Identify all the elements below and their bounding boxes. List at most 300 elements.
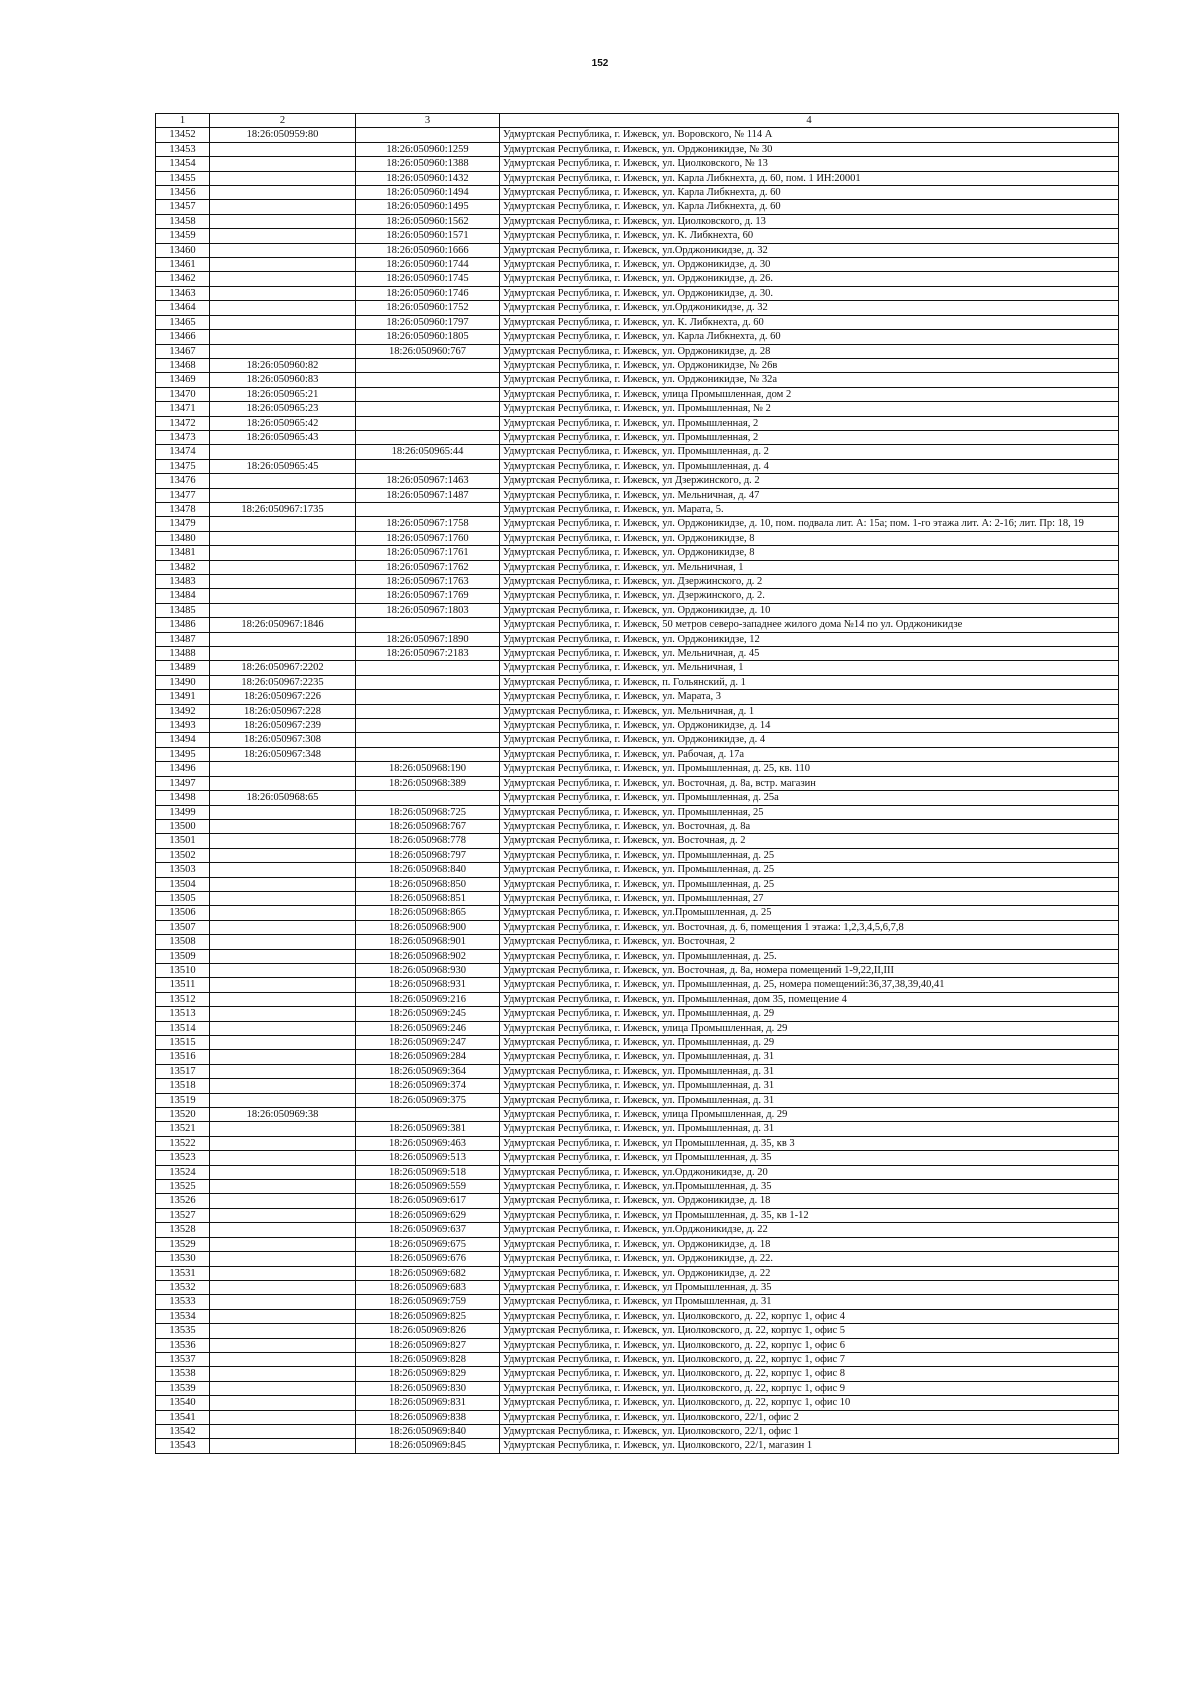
row-number-cell: 13515 [156,1036,210,1050]
table-row [156,1064,1119,1078]
address-cell: Удмуртская Республика, г. Ижевск, ул. Промышленная, 2 [500,416,1119,430]
address-cell: Удмуртская Республика, г. Ижевск, ул. Промышленная, д. 31 [500,1122,1119,1136]
table-row [156,1424,1119,1438]
cadastral-number-land-cell [210,1396,356,1410]
address-cell: Удмуртская Республика, г. Ижевск, ул. Карла Либкнехта, д. 60 [500,200,1119,214]
cadastral-number-object-cell: 18:26:050960:1666 [356,243,500,257]
address-cell: Удмуртская Республика, г. Ижевск, ул. Промышленная, д. 25 [500,863,1119,877]
address-cell: Удмуртская Республика, г. Ижевск, ул. Промышленная, 27 [500,891,1119,905]
row-number-cell: 13481 [156,546,210,560]
table-row [156,243,1119,257]
address-cell: Удмуртская Республика, г. Ижевск, ул. Орджоникидзе, № 30 [500,142,1119,156]
cadastral-number-object-cell [356,459,500,473]
row-number-cell: 13509 [156,949,210,963]
cadastral-number-land-cell [210,200,356,214]
table-row [156,416,1119,430]
cadastral-number-object-cell: 18:26:050960:1494 [356,186,500,200]
row-number-cell: 13542 [156,1424,210,1438]
table-row [156,1151,1119,1165]
address-cell: Удмуртская Республика, г. Ижевск, ул. Промышленная, д. 31 [500,1050,1119,1064]
cadastral-number-land-cell [210,776,356,790]
table-row [156,661,1119,675]
table-row [156,1208,1119,1222]
row-number-cell: 13526 [156,1194,210,1208]
cadastral-number-land-cell: 18:26:050965:43 [210,430,356,444]
row-number-cell: 13525 [156,1180,210,1194]
table-row [156,142,1119,156]
row-number-cell: 13467 [156,344,210,358]
row-number-cell: 13503 [156,863,210,877]
cadastral-number-object-cell: 18:26:050969:683 [356,1280,500,1294]
cadastral-number-land-cell [210,286,356,300]
row-number-cell: 13527 [156,1208,210,1222]
table-row [156,1410,1119,1424]
cadastral-number-object-cell: 18:26:050960:1562 [356,214,500,228]
row-number-cell: 13470 [156,387,210,401]
address-cell: Удмуртская Республика, г. Ижевск, ул. Орджоникидзе, д. 30 [500,258,1119,272]
row-number-cell: 13460 [156,243,210,257]
cadastral-number-land-cell [210,1338,356,1352]
address-cell: Удмуртская Республика, г. Ижевск, ул. Орджоникидзе, 12 [500,632,1119,646]
cadastral-number-object-cell: 18:26:050968:190 [356,762,500,776]
row-number-cell: 13524 [156,1165,210,1179]
address-cell: Удмуртская Республика, г. Ижевск, ул. Циолковского, д. 13 [500,214,1119,228]
cadastral-number-land-cell [210,1410,356,1424]
address-cell: Удмуртская Республика, г. Ижевск, ул. Циолковского, д. 22, корпус 1, офис 7 [500,1352,1119,1366]
cadastral-number-land-cell [210,978,356,992]
row-number-cell: 13522 [156,1136,210,1150]
cadastral-number-object-cell: 18:26:050969:826 [356,1324,500,1338]
cadastral-number-land-cell [210,1180,356,1194]
row-number-cell: 13536 [156,1338,210,1352]
cadastral-number-land-cell [210,1237,356,1251]
cadastral-number-land-cell: 18:26:050960:82 [210,358,356,372]
row-number-cell: 13480 [156,531,210,545]
table-row [156,430,1119,444]
address-cell: Удмуртская Республика, г. Ижевск, ул.Промышленная, д. 25 [500,906,1119,920]
cadastral-number-land-cell: 18:26:050965:45 [210,459,356,473]
cadastral-number-object-cell [356,402,500,416]
cadastral-number-object-cell: 18:26:050960:1259 [356,142,500,156]
address-cell: Удмуртская Республика, г. Ижевск, улица Промышленная, дом 2 [500,387,1119,401]
cadastral-number-object-cell: 18:26:050960:1388 [356,157,500,171]
address-cell: Удмуртская Республика, г. Ижевск, ул.Орджоникидзе, д. 32 [500,301,1119,315]
cadastral-number-object-cell: 18:26:050968:902 [356,949,500,963]
cadastral-number-object-cell: 18:26:050965:44 [356,445,500,459]
address-cell: Удмуртская Республика, г. Ижевск, ул.Промышленная, д. 35 [500,1180,1119,1194]
table-row [156,603,1119,617]
cadastral-number-land-cell [210,1036,356,1050]
cadastral-number-object-cell: 18:26:050968:851 [356,891,500,905]
row-number-cell: 13508 [156,935,210,949]
cadastral-number-land-cell: 18:26:050967:1735 [210,502,356,516]
row-number-cell: 13488 [156,647,210,661]
cadastral-number-land-cell [210,546,356,560]
cadastral-number-object-cell [356,747,500,761]
table-row [156,358,1119,372]
address-cell: Удмуртская Республика, г. Ижевск, ул.Орджоникидзе, д. 22 [500,1223,1119,1237]
cadastral-number-land-cell [210,474,356,488]
cadastral-number-object-cell: 18:26:050968:865 [356,906,500,920]
cadastral-number-land-cell [210,243,356,257]
cadastral-number-land-cell [210,935,356,949]
cadastral-number-land-cell [210,517,356,531]
row-number-cell: 13484 [156,589,210,603]
address-cell: Удмуртская Республика, г. Ижевск, ул. Промышленная, д. 25, номера помещений:36,37,38,39,40,41 [500,978,1119,992]
table-row [156,171,1119,185]
cadastral-number-object-cell: 18:26:050969:284 [356,1050,500,1064]
table-row [156,214,1119,228]
row-number-cell: 13471 [156,402,210,416]
cadastral-number-land-cell [210,1252,356,1266]
row-number-cell: 13464 [156,301,210,315]
row-number-cell: 13502 [156,848,210,862]
table-row [156,286,1119,300]
table-row [156,157,1119,171]
address-cell: Удмуртская Республика, г. Ижевск, ул Промышленная, д. 35, кв 1-12 [500,1208,1119,1222]
cadastral-number-object-cell: 18:26:050969:216 [356,992,500,1006]
row-number-cell: 13529 [156,1237,210,1251]
address-cell: Удмуртская Республика, г. Ижевск, ул. Восточная, д. 8а [500,819,1119,833]
address-cell: Удмуртская Республика, г. Ижевск, ул. Орджоникидзе, д. 18 [500,1237,1119,1251]
cadastral-number-land-cell [210,589,356,603]
table-row [156,1252,1119,1266]
cadastral-number-object-cell: 18:26:050967:1769 [356,589,500,603]
row-number-cell: 13486 [156,618,210,632]
row-number-cell: 13505 [156,891,210,905]
row-number-cell: 13477 [156,488,210,502]
row-number-cell: 13500 [156,819,210,833]
cadastral-number-land-cell [210,1064,356,1078]
address-cell: Удмуртская Республика, г. Ижевск, ул. Орджоникидзе, д. 14 [500,719,1119,733]
cadastral-number-land-cell [210,963,356,977]
address-cell: Удмуртская Республика, г. Ижевск, улица Промышленная, д. 29 [500,1108,1119,1122]
row-number-cell: 13534 [156,1309,210,1323]
cadastral-number-land-cell: 18:26:050965:23 [210,402,356,416]
row-number-cell: 13514 [156,1021,210,1035]
cadastral-number-object-cell: 18:26:050960:1746 [356,286,500,300]
row-number-cell: 13456 [156,186,210,200]
column-header-4: 4 [500,114,1119,128]
row-number-cell: 13510 [156,963,210,977]
cadastral-number-land-cell [210,1223,356,1237]
cadastral-number-land-cell [210,1050,356,1064]
cadastral-number-land-cell [210,1007,356,1021]
cadastral-number-object-cell [356,128,500,142]
cadastral-number-land-cell [210,1194,356,1208]
row-number-cell: 13498 [156,791,210,805]
address-cell: Удмуртская Республика, г. Ижевск, ул. Орджоникидзе, д. 22 [500,1266,1119,1280]
table-row [156,791,1119,805]
header-row [156,114,1119,128]
table-row [156,1136,1119,1150]
cadastral-number-object-cell: 18:26:050969:840 [356,1424,500,1438]
address-cell: Удмуртская Республика, г. Ижевск, ул. Промышленная, д. 31 [500,1064,1119,1078]
address-cell: Удмуртская Республика, г. Ижевск, ул. Циолковского, д. 22, корпус 1, офис 4 [500,1309,1119,1323]
row-number-cell: 13512 [156,992,210,1006]
cadastral-number-object-cell: 18:26:050960:1432 [356,171,500,185]
row-number-cell: 13475 [156,459,210,473]
address-cell: Удмуртская Республика, г. Ижевск, ул. Орджоникидзе, д. 10, пом. подвала лит. А: 15а; пом. 1-го этажа лит. А: 2-16; лит. Пр: 18, 19 [500,517,1119,531]
table-row [156,1352,1119,1366]
cadastral-number-object-cell [356,618,500,632]
cadastral-number-land-cell [210,258,356,272]
cadastral-number-land-cell [210,171,356,185]
table-row [156,906,1119,920]
address-cell: Удмуртская Республика, г. Ижевск, ул. Циолковского, д. 22, корпус 1, офис 8 [500,1367,1119,1381]
cadastral-number-object-cell: 18:26:050969:829 [356,1367,500,1381]
cadastral-number-land-cell [210,445,356,459]
address-cell: Удмуртская Республика, г. Ижевск, ул.Орджоникидзе, д. 20 [500,1165,1119,1179]
row-number-cell: 13531 [156,1266,210,1280]
row-number-cell: 13458 [156,214,210,228]
table-row [156,733,1119,747]
row-number-cell: 13521 [156,1122,210,1136]
address-cell: Удмуртская Республика, г. Ижевск, ул. Восточная, д. 2 [500,834,1119,848]
table-row [156,1007,1119,1021]
cadastral-number-object-cell: 18:26:050969:617 [356,1194,500,1208]
table-row [156,589,1119,603]
cadastral-number-object-cell: 18:26:050960:1805 [356,330,500,344]
table-row [156,1381,1119,1395]
cadastral-number-object-cell: 18:26:050968:931 [356,978,500,992]
table-row [156,1194,1119,1208]
table-row [156,1036,1119,1050]
address-cell: Удмуртская Республика, г. Ижевск, ул. Промышленная, д. 25 [500,848,1119,862]
table-row [156,647,1119,661]
cadastral-number-object-cell: 18:26:050969:247 [356,1036,500,1050]
address-cell: Удмуртская Республика, г. Ижевск, ул. К. Либкнехта, д. 60 [500,315,1119,329]
row-number-cell: 13495 [156,747,210,761]
cadastral-number-land-cell [210,1309,356,1323]
cadastral-number-land-cell: 18:26:050967:348 [210,747,356,761]
address-cell: Удмуртская Республика, г. Ижевск, ул. Промышленная, д. 31 [500,1093,1119,1107]
row-number-cell: 13501 [156,834,210,848]
address-cell: Удмуртская Республика, г. Ижевск, ул. Орджоникидзе, № 26в [500,358,1119,372]
row-number-cell: 13457 [156,200,210,214]
address-cell: Удмуртская Республика, г. Ижевск, 50 метров северо-западнее жилого дома №14 по ул. Орджоникидзе [500,618,1119,632]
row-number-cell: 13499 [156,805,210,819]
cadastral-number-land-cell [210,488,356,502]
address-cell: Удмуртская Республика, г. Ижевск, ул. Циолковского, № 13 [500,157,1119,171]
cadastral-number-land-cell [210,560,356,574]
table-row [156,387,1119,401]
cadastral-number-land-cell [210,891,356,905]
cadastral-number-land-cell: 18:26:050967:308 [210,733,356,747]
table-header [156,114,1119,128]
table-row [156,258,1119,272]
cadastral-number-object-cell [356,387,500,401]
address-cell: Удмуртская Республика, г. Ижевск, ул. Карла Либкнехта, д. 60, пом. 1 ИН:20001 [500,171,1119,185]
address-cell: Удмуртская Республика, г. Ижевск, ул Промышленная, д. 35 [500,1280,1119,1294]
row-number-cell: 13489 [156,661,210,675]
address-cell: Удмуртская Республика, г. Ижевск, ул. Карла Либкнехта, д. 60 [500,330,1119,344]
address-cell: Удмуртская Республика, г. Ижевск, ул. Циолковского, 22/1, магазин 1 [500,1439,1119,1453]
address-cell: Удмуртская Республика, г. Ижевск, ул. Промышленная, д. 29 [500,1007,1119,1021]
cadastral-number-object-cell: 18:26:050968:797 [356,848,500,862]
cadastral-number-land-cell [210,1295,356,1309]
cadastral-number-land-cell [210,1381,356,1395]
row-number-cell: 13513 [156,1007,210,1021]
table-row [156,1367,1119,1381]
table-row [156,949,1119,963]
cadastral-number-land-cell [210,1424,356,1438]
cadastral-number-object-cell: 18:26:050967:2183 [356,647,500,661]
cadastral-number-land-cell [210,272,356,286]
cadastral-number-land-cell [210,315,356,329]
cadastral-number-land-cell [210,603,356,617]
table-row [156,690,1119,704]
table-row [156,863,1119,877]
cadastral-number-land-cell [210,992,356,1006]
cadastral-number-object-cell: 18:26:050968:840 [356,863,500,877]
cadastral-number-object-cell: 18:26:050969:830 [356,1381,500,1395]
address-cell: Удмуртская Республика, г. Ижевск, ул. Орджоникидзе, № 32а [500,373,1119,387]
table-row [156,301,1119,315]
table-row [156,502,1119,516]
row-number-cell: 13461 [156,258,210,272]
address-cell: Удмуртская Республика, г. Ижевск, ул. Мельничная, д. 45 [500,647,1119,661]
row-number-cell: 13483 [156,575,210,589]
cadastral-number-object-cell [356,791,500,805]
cadastral-number-land-cell: 18:26:050967:239 [210,719,356,733]
row-number-cell: 13490 [156,675,210,689]
cadastral-number-object-cell: 18:26:050968:901 [356,935,500,949]
table-row [156,1021,1119,1035]
cadastral-number-object-cell: 18:26:050968:767 [356,819,500,833]
table-row [156,531,1119,545]
table-row [156,128,1119,142]
cadastral-number-object-cell: 18:26:050969:246 [356,1021,500,1035]
table-row [156,1237,1119,1251]
table-row [156,848,1119,862]
table-row [156,834,1119,848]
address-cell: Удмуртская Республика, г. Ижевск, ул. Воровского, № 114 А [500,128,1119,142]
table-row [156,344,1119,358]
cadastral-number-object-cell: 18:26:050969:675 [356,1237,500,1251]
cadastral-number-object-cell: 18:26:050969:559 [356,1180,500,1194]
cadastral-number-land-cell [210,344,356,358]
table-row [156,200,1119,214]
cadastral-number-land-cell [210,1165,356,1179]
cadastral-number-land-cell [210,214,356,228]
cadastral-number-object-cell: 18:26:050969:364 [356,1064,500,1078]
cadastral-number-land-cell: 18:26:050965:21 [210,387,356,401]
row-number-cell: 13538 [156,1367,210,1381]
table-row [156,1108,1119,1122]
table-row [156,1180,1119,1194]
cadastral-number-land-cell: 18:26:050967:1846 [210,618,356,632]
table-row [156,402,1119,416]
address-cell: Удмуртская Республика, г. Ижевск, ул.Орджоникидзе, д. 32 [500,243,1119,257]
table-row [156,517,1119,531]
table-row [156,1338,1119,1352]
cadastral-number-object-cell: 18:26:050968:389 [356,776,500,790]
address-cell: Удмуртская Республика, г. Ижевск, ул Промышленная, д. 35, кв 3 [500,1136,1119,1150]
cadastral-number-land-cell [210,186,356,200]
cadastral-number-land-cell [210,848,356,862]
cadastral-number-object-cell: 18:26:050968:900 [356,920,500,934]
row-number-cell: 13485 [156,603,210,617]
cadastral-number-land-cell [210,142,356,156]
cadastral-number-object-cell: 18:26:050967:1890 [356,632,500,646]
cadastral-number-object-cell: 18:26:050960:1745 [356,272,500,286]
address-cell: Удмуртская Республика, г. Ижевск, ул. Восточная, д. 6, помещения 1 этажа: 1,2,3,4,5,6,7,8 [500,920,1119,934]
cadastral-number-object-cell [356,416,500,430]
address-cell: Удмуртская Республика, г. Ижевск, ул. Промышленная, д. 25, кв. 110 [500,762,1119,776]
address-cell: Удмуртская Республика, г. Ижевск, ул. Орджоникидзе, д. 18 [500,1194,1119,1208]
cadastral-number-land-cell [210,1079,356,1093]
address-cell: Удмуртская Республика, г. Ижевск, ул. Орджоникидзе, 8 [500,546,1119,560]
table-row [156,891,1119,905]
row-number-cell: 13533 [156,1295,210,1309]
address-cell: Удмуртская Республика, г. Ижевск, ул Промышленная, д. 35 [500,1151,1119,1165]
address-cell: Удмуртская Республика, г. Ижевск, ул. Циолковского, д. 22, корпус 1, офис 9 [500,1381,1119,1395]
cadastral-number-object-cell: 18:26:050967:1762 [356,560,500,574]
table-row [156,546,1119,560]
address-cell: Удмуртская Республика, г. Ижевск, ул. Циолковского, д. 22, корпус 1, офис 10 [500,1396,1119,1410]
cadastral-number-object-cell: 18:26:050960:1744 [356,258,500,272]
address-cell: Удмуртская Республика, г. Ижевск, ул. Восточная, 2 [500,935,1119,949]
table-row [156,315,1119,329]
cadastral-number-land-cell [210,834,356,848]
cadastral-number-object-cell [356,675,500,689]
cadastral-number-object-cell [356,690,500,704]
cadastral-number-land-cell: 18:26:050967:228 [210,704,356,718]
cadastral-number-object-cell [356,661,500,675]
row-number-cell: 13543 [156,1439,210,1453]
cadastral-number-object-cell: 18:26:050969:828 [356,1352,500,1366]
cadastral-number-land-cell [210,949,356,963]
table-body [156,128,1119,1453]
cadastral-number-land-cell [210,1367,356,1381]
address-cell: Удмуртская Республика, г. Ижевск, ул. Карла Либкнехта, д. 60 [500,186,1119,200]
address-cell: Удмуртская Республика, г. Ижевск, ул. Промышленная, дом 35, помещение 4 [500,992,1119,1006]
cadastral-number-object-cell: 18:26:050969:759 [356,1295,500,1309]
row-number-cell: 13491 [156,690,210,704]
cadastral-number-land-cell: 18:26:050965:42 [210,416,356,430]
cadastral-number-object-cell: 18:26:050969:513 [356,1151,500,1165]
table-row [156,675,1119,689]
cadastral-number-land-cell [210,819,356,833]
table-row [156,877,1119,891]
address-cell: Удмуртская Республика, г. Ижевск, ул. Промышленная, д. 25 [500,877,1119,891]
table-row [156,229,1119,243]
address-cell: Удмуртская Республика, г. Ижевск, улица Промышленная, д. 29 [500,1021,1119,1035]
cadastral-number-land-cell [210,1151,356,1165]
page-number: 152 [591,58,609,69]
cadastral-number-object-cell: 18:26:050969:827 [356,1338,500,1352]
table-row [156,1223,1119,1237]
column-header-1: 1 [156,114,210,128]
address-cell: Удмуртская Республика, г. Ижевск, ул. Восточная, д. 8а, встр. магазин [500,776,1119,790]
row-number-cell: 13504 [156,877,210,891]
table-row [156,373,1119,387]
address-cell: Удмуртская Республика, г. Ижевск, ул. Циолковского, 22/1, офис 2 [500,1410,1119,1424]
cadastral-number-land-cell [210,1208,356,1222]
cadastral-number-land-cell [210,1122,356,1136]
table-row [156,1050,1119,1064]
table-row [156,1324,1119,1338]
column-header-2: 2 [210,114,356,128]
row-number-cell: 13541 [156,1410,210,1424]
cadastral-number-object-cell: 18:26:050969:375 [356,1093,500,1107]
cadastral-number-object-cell: 18:26:050969:682 [356,1266,500,1280]
address-cell: Удмуртская Республика, г. Ижевск, ул. Промышленная, № 2 [500,402,1119,416]
table-row [156,704,1119,718]
cadastral-number-land-cell: 18:26:050969:38 [210,1108,356,1122]
address-cell: Удмуртская Республика, г. Ижевск, ул. Промышленная, 25 [500,805,1119,819]
